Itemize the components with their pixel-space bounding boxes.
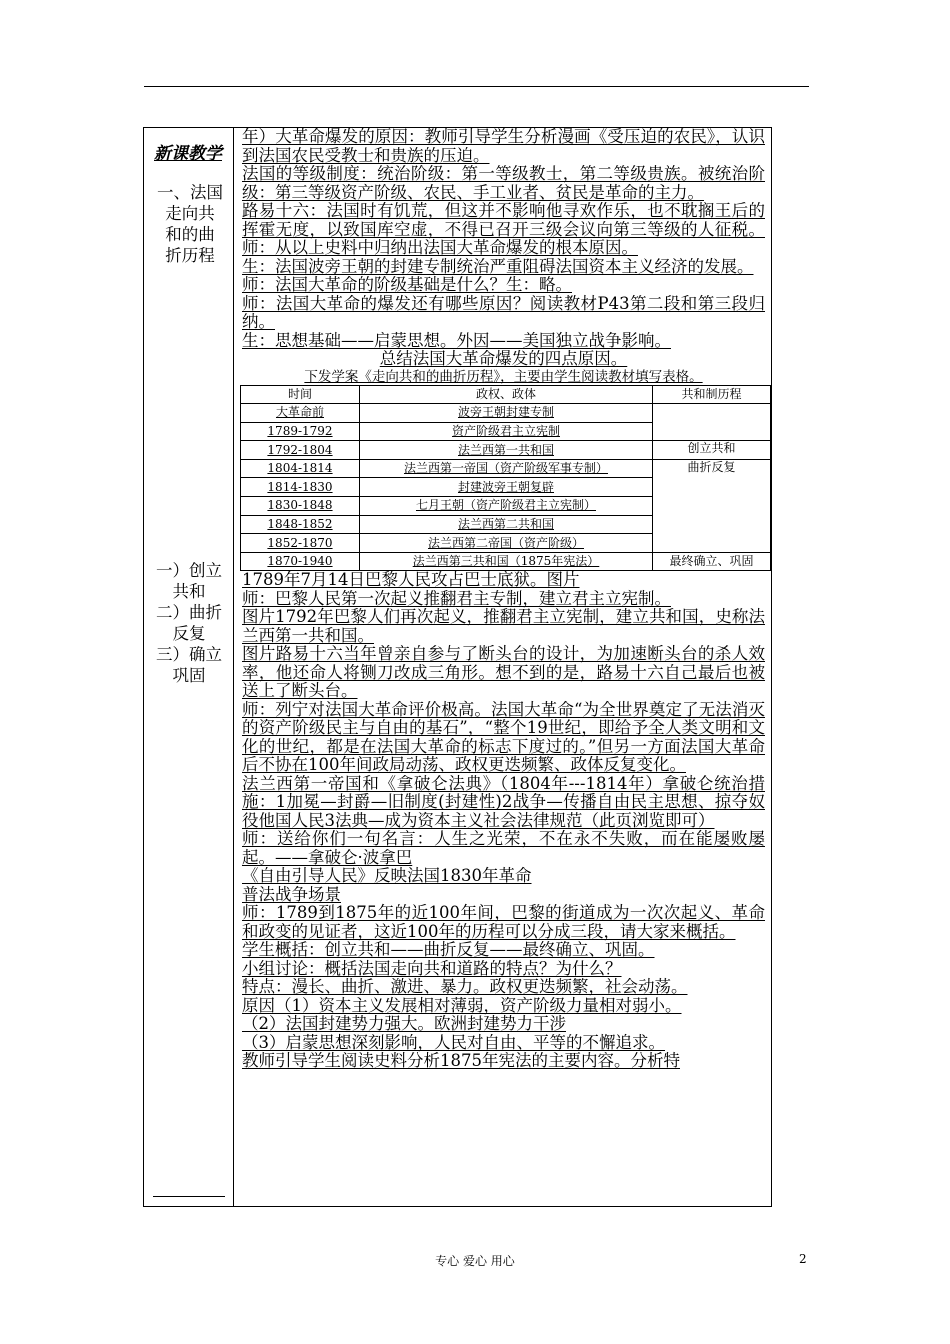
cell-regime: 封建波旁王朝复辟: [360, 478, 653, 497]
cell-time: 1789-1792: [241, 422, 360, 441]
table-caption: 下发学案《走向共和的曲折历程》，主要由学生阅读教材填写表格。: [304, 368, 703, 385]
body-paragraph: 原因（1）资本主义发展相对薄弱，资产阶级力量相对弱小。: [242, 995, 682, 1015]
body-paragraph: 法兰西第一帝国和《拿破仑法典》（1804年---1814年）拿破仑统治措施：1加冕—封爵—旧制度(封建性)2战争—传播自由民主思想、掠夺奴役他国人民3法典—成为资本主义社会法律规范（此页浏览即可）: [242, 773, 765, 830]
cell-regime: 资产阶级君主立宪制: [360, 422, 653, 441]
section-steps: [150, 560, 228, 686]
cell-regime: 法兰西第三共和国（1875年宪法）: [360, 552, 653, 571]
cell-regime: 法兰西第二帝国（资产阶级）: [360, 534, 653, 553]
cell-stage: 创立共和: [653, 441, 771, 460]
page-number: 2: [799, 1252, 807, 1266]
regime-table: [240, 385, 771, 572]
table-row: [241, 459, 771, 478]
left-column: [144, 128, 234, 1206]
body-paragraph: 师：送给你们一句名言：人生之光荣，不在永不失败，而在能屡败屡起。——拿破仑·波拿巴: [242, 829, 765, 867]
cell-regime: 法兰西第二共和国: [360, 515, 653, 534]
step-line: 反复: [172, 624, 206, 643]
cell-stage: 最终确立、巩固: [653, 552, 771, 571]
cell-regime: 法兰西第一帝国（资产阶级军事专制）: [360, 459, 653, 478]
body-paragraph: 图片1792年巴黎人们再次起义，推翻君主立宪制，建立共和国，史称法兰西第一共和国。: [242, 607, 765, 645]
section-title: 新课教学: [154, 144, 222, 164]
summary-line: 总结法国大革命爆发的四点原因。: [379, 349, 628, 368]
body-paragraph: 学生概括：创立共和——曲折反复——最终确立、巩固。: [242, 940, 655, 960]
cell-regime: 法兰西第一共和国: [360, 441, 653, 460]
cell-time: 大革命前: [241, 404, 360, 423]
subtitle-line: 走向共: [165, 204, 215, 223]
table-row: [241, 441, 771, 460]
body-paragraph: （3）启蒙思想深刻影响，人民对自由、平等的不懈追求。: [242, 1032, 665, 1052]
cell-time: 1870-1940: [241, 552, 360, 571]
step-line: 二）曲折: [156, 603, 222, 622]
left-rule: [153, 1196, 225, 1197]
cell-time: 1804-1814: [241, 459, 360, 478]
page-footer: 专心 爱心 用心: [435, 1254, 515, 1268]
cell-time: 1792-1804: [241, 441, 360, 460]
step-line: 一）创立: [156, 561, 222, 580]
section-subtitle: [154, 182, 226, 266]
cell-time: 1852-1870: [241, 534, 360, 553]
step-line: 三）确立: [156, 645, 222, 664]
cell-time: 1848-1852: [241, 515, 360, 534]
intro-paragraph: 生：法国波旁王朝的封建专制统治严重阻碍法国资本主义经济的发展。: [242, 256, 754, 276]
header-stage: 共和制历程: [653, 385, 771, 404]
header-regime: 政权、政体: [360, 385, 653, 404]
right-column: [242, 128, 765, 1071]
header-rule: [144, 86, 809, 87]
step-line: 共和: [172, 582, 206, 601]
intro-paragraph: 师：法国大革命的阶级基础是什么？生：略。: [242, 275, 572, 294]
intro-paragraph: 年）大革命爆发的原因：教师引导学生分析漫画《受压迫的农民》，认识到法国农民受教士和贵族的压迫。: [242, 127, 765, 165]
table-header-row: [241, 385, 771, 404]
body-paragraph: 小组讨论：概括法国走向共和道路的特点？为什么？: [242, 958, 622, 978]
body-text: [242, 571, 765, 1071]
table-row: [241, 404, 771, 423]
header-time: 时间: [241, 385, 360, 404]
cell-stage: 曲折反复: [653, 459, 771, 552]
step-line: 巩固: [172, 666, 206, 685]
body-paragraph: 教师引导学生阅读史料分析1875年宪法的主要内容。分析特: [242, 1051, 680, 1071]
body-paragraph: （2）法国封建势力强大。欧洲封建势力干涉: [242, 1014, 566, 1034]
cell-stage-empty: [653, 404, 771, 441]
subtitle-line: 一、法国: [157, 183, 223, 202]
body-paragraph: 特点：漫长、曲折、激进、暴力。政权更迭频繁，社会动荡。: [242, 977, 688, 997]
cell-regime: 波旁王朝封建专制: [360, 404, 653, 423]
intro-paragraph: 生：思想基础——启蒙思想。外因——美国独立战争影响。: [242, 330, 671, 350]
cell-regime: 七月王朝（资产阶级君主立宪制）: [360, 497, 653, 516]
table-row: [241, 552, 771, 571]
cell-time: 1814-1830: [241, 478, 360, 497]
body-paragraph: 师：列宁对法国大革命评价极高。法国大革命“为全世界奠定了无法消灭的资产阶级民主与自由的基石”，“整个19世纪，即给予全人类文明和文化的世纪，都是在法国大革命的标志下度过的。”但另一方面法国大革命后不协在100年间政局动荡、政权更迭频繁、政体反复变化。: [242, 699, 765, 775]
body-paragraph: 1789年7月14日巴黎人民攻占巴士底狱。图片: [242, 570, 580, 590]
body-paragraph: 图片路易十六当年曾亲自参与了断头台的设计，为加速断头台的杀人效率，他还命人将铡刀改成三角形。想不到的是，路易十六自己最后也被送上了断头台。: [242, 644, 765, 701]
body-paragraph: 师：巴黎人民第一次起义推翻君主专制，建立君主立宪制。: [242, 588, 671, 608]
subtitle-line: 折历程: [165, 246, 215, 265]
body-paragraph: 《自由引导人民》反映法国1830年革命: [242, 866, 532, 886]
body-paragraph: 普法战争场景: [242, 884, 341, 904]
body-paragraph: 师：1789到1875年的近100年间，巴黎的街道成为一次次起义、革命和政变的见证者，这近100年的历程可以分成三段，请大家来概括。: [242, 903, 765, 941]
intro-paragraph: 法国的等级制度：统治阶级：第一等级教士，第二等级贵族。被统治阶级：第三等级资产阶级、农民、手工业者、贫民是革命的主力。: [242, 164, 765, 202]
subtitle-line: 和的曲: [165, 225, 215, 244]
lesson-table: [143, 127, 772, 1207]
intro-paragraph: 师：法国大革命的爆发还有哪些原因？阅读教材P43第二段和第三段归纳。: [242, 293, 765, 331]
intro-paragraph: 路易十六：法国时有饥荒，但这并不影响他寻欢作乐，也不耽搁王后的挥霍无度，以致国库空虚，不得已召开三级会议向第三等级的人征税。师：从以上史料中归纳出法国大革命爆发的根本原因。: [242, 201, 765, 257]
cell-time: 1830-1848: [241, 497, 360, 516]
